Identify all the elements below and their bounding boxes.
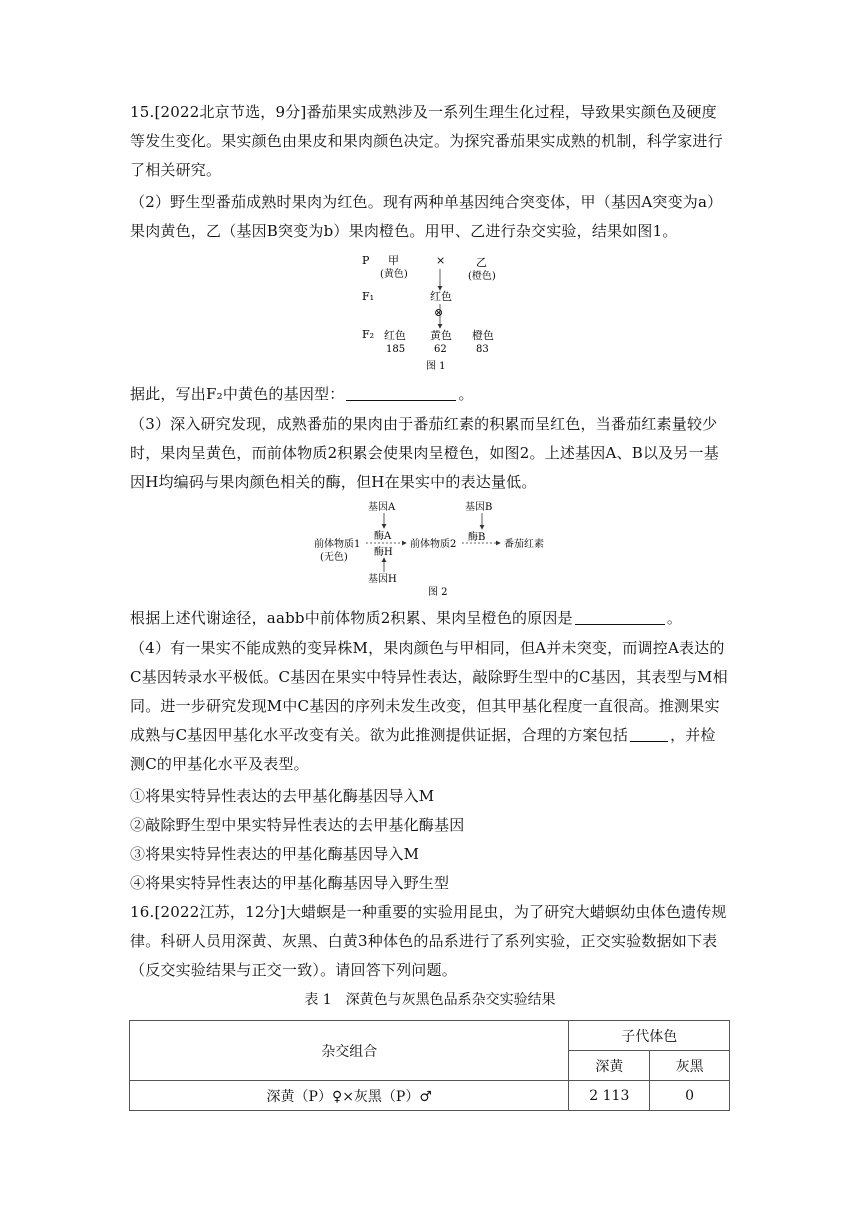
part2-question-end: 。 (458, 385, 474, 403)
generation-f2-label: F₂ (362, 328, 375, 341)
figure-1-caption: 图 1 (426, 361, 446, 372)
figure-1-cross-diagram (340, 250, 520, 374)
answer-blank-genotype[interactable] (346, 384, 456, 401)
q15-part2-question (130, 380, 730, 409)
gene-b-label: 基因B (465, 502, 493, 513)
gene-h-label: 基因H (368, 574, 397, 585)
part3-question-text: 根据上述代谢途径，aabb中前体物质2积累、果肉呈橙色的原因是 (130, 609, 573, 627)
part2-question-text: 据此，写出F₂中黄色的基因型： (130, 385, 345, 403)
f2-yellow-count: 62 (434, 344, 447, 355)
precursor-2-label: 前体物质2 (410, 539, 457, 550)
table-cell-gray-black: 0 (650, 1081, 730, 1111)
q15-part3-question (130, 604, 730, 633)
table-header-deep-yellow: 深黄 (569, 1051, 650, 1081)
table-header-offspring: 子代体色 (569, 1021, 730, 1051)
self-symbol: ⊗ (434, 306, 444, 319)
q15-part3: （3）深入研究发现，成熟番茄的果肉由于番茄红素的积累而呈红色，当番茄红素量较少时，果肉呈黄色，而前体物质2积累会使果肉呈橙色，如图2。上述基因A、B以及另一基因H均编码与果肉颜色相关的酶，但H在果实中的表达量低。 (130, 415, 719, 491)
figure-2-pathway-diagram (310, 496, 570, 600)
generation-p-label: P (362, 254, 370, 267)
f2-red-count: 185 (386, 344, 406, 355)
option-1: ①将果实特异性表达的去甲基化酶基因导入M (130, 787, 435, 805)
part4-text: （4）有一果实不能成熟的变异株M，果肉颜色与甲相同，但A并未突变，而调控A表达的C基因转录水平极低。C基因在果实中特异性表达，敲除野生型中的C基因，其表型与M相同。进一步研究发现M中C基因的序列未发生改变，但其甲基化程度一直很高。推测果实成熟与C基因甲基化水平改变有关。欲为此推测提供证据，合理的方案包括 (130, 639, 728, 744)
generation-f1-label: F₁ (362, 290, 375, 303)
f1-phenotype: 红色 (430, 290, 452, 303)
f2-red-phenotype: 红色 (384, 329, 406, 342)
q16-intro: 16.[2022江苏，12分]大蜡螟是一种重要的实验用昆虫，为了研究大蜡螟幼虫体色遗传规律。科研人员用深黄、灰黑、白黄3种体色的品系进行了系列实验，正交实验数据如下表（反交实验结果与正交一致）。请回答下列问题。 (130, 903, 727, 979)
q15-part4 (130, 634, 730, 779)
precursor-1-label: 前体物质1 (314, 539, 361, 550)
cross-symbol: × (436, 254, 446, 267)
enzyme-b-label: 酶B (468, 532, 486, 543)
table-cell-deep-yellow: 2 113 (569, 1081, 650, 1111)
table-row (130, 1081, 730, 1111)
table-header-combo: 杂交组合 (130, 1021, 569, 1081)
gene-a-label: 基因A (368, 502, 396, 513)
f2-orange-phenotype: 橙色 (472, 329, 494, 342)
part4-text-end: ，并检测C的甲基化水平及表型。 (130, 726, 716, 773)
answer-blank-reason[interactable] (575, 608, 665, 625)
parent-b-color: (橙色) (468, 271, 496, 282)
f2-yellow-phenotype: 黄色 (430, 329, 452, 342)
q15-part2: （2）野生型番茄成熟时果肉为红色。现有两种单基因纯合突变体，甲（基因A突变为a）果肉黄色，乙（基因B突变为b）果肉橙色。用甲、乙进行杂交实验，结果如图1。 (130, 193, 723, 240)
product-label: 番茄红素 (504, 539, 544, 550)
table-header-gray-black: 灰黑 (650, 1051, 730, 1081)
part3-question-end: 。 (666, 609, 683, 627)
option-3: ③将果实特异性表达的甲基化酶基因导入M (130, 845, 420, 863)
table-1 (129, 1020, 730, 1111)
table-1-title: 表 1 深黄色与灰黑色品系杂交实验结果 (304, 992, 556, 1008)
precursor-1-note: (无色) (320, 552, 348, 563)
f2-orange-count: 83 (476, 344, 489, 355)
option-2: ②敲除野生型中果实特异性表达的去甲基化酶基因 (130, 816, 465, 834)
parent-a-color: (黄色) (380, 269, 408, 280)
enzyme-a-label: 酶A (374, 531, 392, 542)
table-cell-combo: 深黄（P）♀×灰黑（P）♂ (130, 1081, 569, 1111)
answer-blank-plan[interactable] (630, 725, 668, 742)
parent-b-label: 乙 (476, 256, 487, 269)
figure-2-caption: 图 2 (428, 587, 448, 598)
q15-intro: 15.[2022北京节选，9分]番茄果实成熟涉及一系列生理生化过程，导致果实颜色及硬度等发生变化。果实颜色由果皮和果肉颜色决定。为探究番茄果实成熟的机制，科学家进行了相关研究。 (130, 103, 723, 179)
parent-a-label: 甲 (388, 254, 399, 267)
enzyme-h-label: 酶H (374, 547, 393, 558)
option-4: ④将果实特异性表达的甲基化酶基因导入野生型 (130, 874, 450, 892)
